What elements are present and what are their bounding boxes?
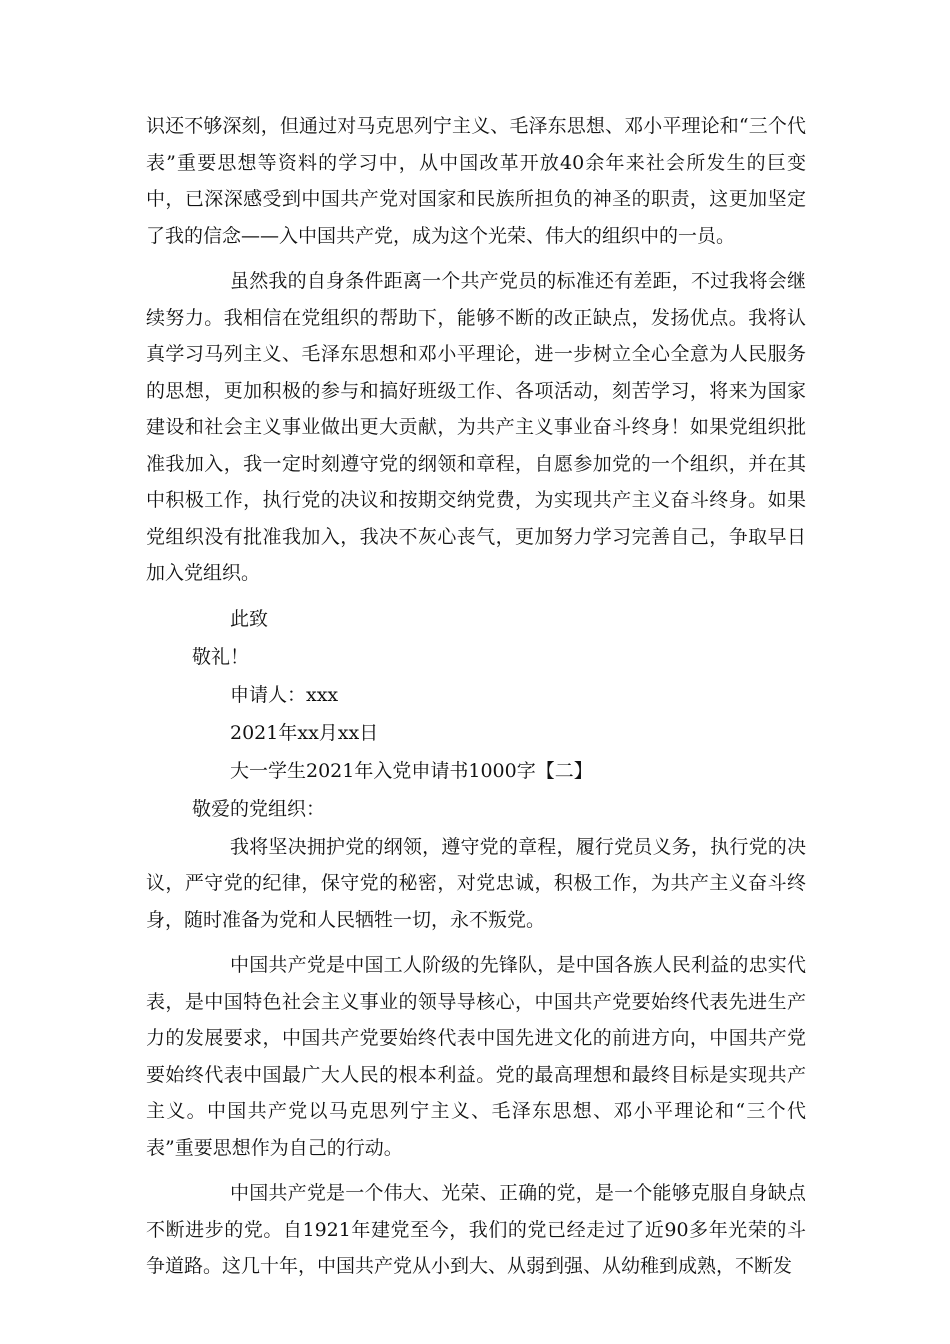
section-title: 大一学生2021年入党申请书1000字【二】 (230, 759, 593, 782)
paragraph-1: 识还不够深刻，但通过对马克思列宁主义、毛泽东思想、邓小平理论和“三个代表”重要思想等资料的学习中，从中国改革开放40余年来社会所发生的巨变中，已深深感受到中国共产党对国家和民族所担负的神圣的职责，这更加坚定了我的信念——入中国共产党，成为这个光荣、伟大的组织中的一员。 (146, 115, 806, 247)
document-page (146, 108, 806, 1294)
salutation: 敬爱的党组织： (192, 797, 326, 820)
paragraph-2: 虽然我的自身条件距离一个共产党员的标准还有差距，不过我将会继续努力。我相信在党组织的帮助下，能够不断的改正缺点，发扬优点。我将认真学习马列主义、毛泽东思想和邓小平理论，进一步树立全心全意为人民服务的思想，更加积极的参与和搞好班级工作、各项活动，刻苦学习，将来为国家建设和社会主义事业做出更大贡献，为共产主义事业奋斗终身！如果党组织批准我加入，我一定时刻遵守党的纲领和章程，自愿参加党的一个组织，并在其中积极工作，执行党的决议和按期交纳党费，为实现共产主义奋斗终身。如果党组织没有批准我加入，我决不灰心丧气，更加努力学习完善自己，争取早日加入党组织。 (146, 270, 806, 584)
date-line: 2021年xx月xx日 (230, 721, 379, 744)
paragraph-5: 中国共产党是一个伟大、光荣、正确的党，是一个能够克服自身缺点不断进步的党。自1921年建党至今，我们的党已经走过了近90多年光荣的斗争道路。这几十年，中国共产党从小到大、从弱到强、从幼稚到成熟，不断发 (146, 1182, 806, 1277)
paragraph-4: 中国共产党是中国工人阶级的先锋队，是中国各族人民利益的忠实代表，是中国特色社会主义事业的领导导核心，中国共产党要始终代表先进生产力的发展要求，中国共产党要始终代表中国先进文化的前进方向，中国共产党要始终代表中国最广大人民的根本利益。党的最高理想和最终目标是实现共产主义。中国共产党以马克思列宁主义、毛泽东思想、邓小平理论和“三个代表”重要思想作为自己的行动。 (146, 954, 806, 1159)
paragraph-3: 我将坚决拥护党的纲领，遵守党的章程，履行党员义务，执行党的决议，严守党的纪律，保守党的秘密，对党忠诚，积极工作，为共产主义奋斗终身，随时准备为党和人民牺牲一切，永不叛党。 (146, 835, 806, 931)
closing-cizhi: 此致 (230, 607, 269, 630)
closing-jingli: 敬礼！ (192, 645, 250, 668)
applicant-line: 申请人：xxx (230, 683, 339, 706)
